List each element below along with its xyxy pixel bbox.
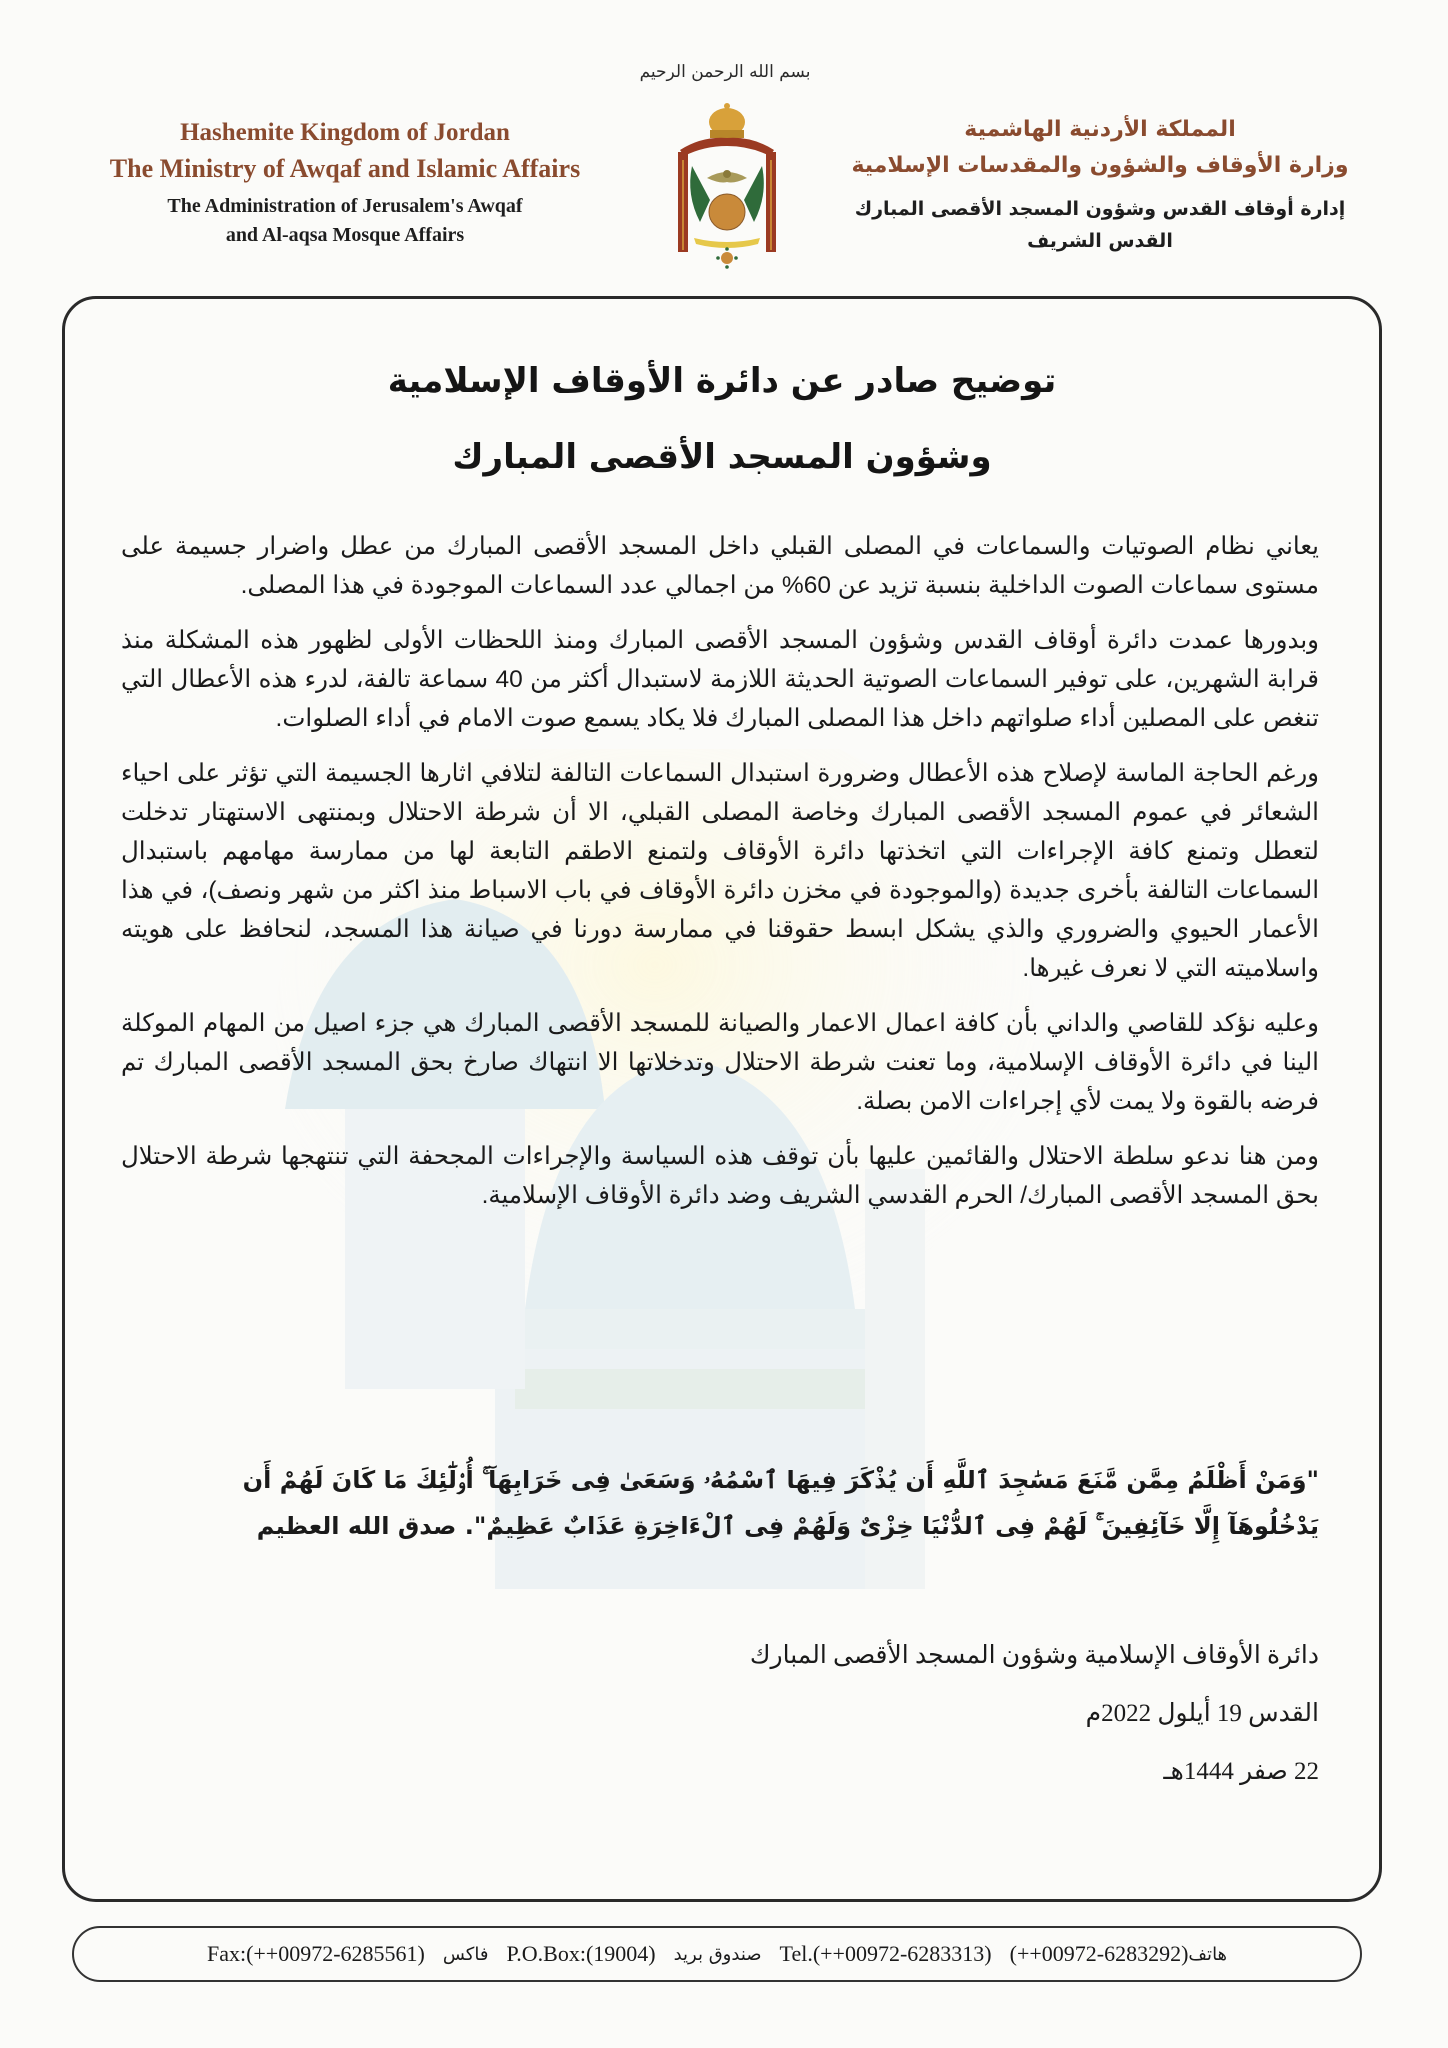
phone-label-ar: هاتف [1188, 1943, 1228, 1965]
ministry-name-en: The Ministry of Awqaf and Islamic Affairs [109, 154, 581, 183]
basmala: بسم الله الرحمن الرحيم [639, 62, 811, 82]
po-box-label-ar: صندوق بريد [673, 1943, 762, 1965]
po-box-en: P.O.Box:(19004) [506, 1941, 656, 1966]
tel-label-en: Tel. [779, 1941, 813, 1966]
statement-frame [62, 296, 1382, 1902]
fax-label-ar: فاكس [442, 1943, 489, 1965]
signature-block [619, 1627, 1319, 1801]
administration-name-ar: إدارة أوقاف القدس وشؤون المسجد الأقصى المبارك [854, 198, 1346, 220]
administration-name-en-1: The Administration of Jerusalem's Awqaf [167, 195, 523, 217]
contact-footer [72, 1926, 1362, 1982]
jordan-coat-of-arms-icon [672, 100, 782, 270]
paragraph: ومن هنا ندعو سلطة الاحتلال والقائمين عليها بأن توقف هذه السياسة والإجراءات المجحفة التي تنتهجها شرطة الاحتلال بحق المسجد الأقصى المبارك/ الحرم القدسي الشريف وضد دائرة الأوقاف الإسلامية. [121, 1143, 1319, 1209]
paragraph: وعليه نؤكد للقاصي والداني بأن كافة اعمال الاعمار والصيانة للمسجد الأقصى المبارك هي جزء اصيل من المهام الموكلة الينا في دائرة الأوقاف الإسلامية، وما تعنت شرطة الاحتلال وتدخلاتها الا انتهاك صارخ بحق المسجد الأقصى المبارك تم فرضه بالقوة ولا يمت لأي إجراءات الامن بصلة. [121, 1010, 1319, 1115]
paragraph: ورغم الحاجة الماسة لإصلاح هذه الأعطال وضرورة استبدال السماعات التالفة لتلافي اثارها الجسيمة التي تؤثر على احياء الشعائر في عموم المسجد الأقصى المبارك وخاصة المصلى القبلي، الا أن شرطة الاحتلال وبمنتهى الاستهتار تدخلت لتعطل وتمنع كافة الإجراءات التي اتخذتها دائرة الأوقاف ولتمنع الاطقم التابعة لها من ممارسة مهامهم باستبدال السماعات التالفة بأخرى جديدة (والموجودة في مخزن دائرة الأوقاف في باب الاسباط منذ اكثر من شهر ونصف)، في هذا الأعمار الحيوي والضروري والذي يشكل ابسط حقوقنا في ممارسة دورنا في صيانة هذا المسجد، لنحافظ على هويته واسلاميته التي لا نعرف غيرها. [121, 760, 1319, 982]
quran-verse: "وَمَنْ أَظْلَمُ مِمَّن مَّنَعَ مَسَٰجِدَ ٱللَّهِ أَن يُذْكَرَ فِيهَا ٱسْمُهُۥ وَسَعَىٰ فِى خَرَابِهَآ ۚ أُو۟لَٰٓئِكَ مَا كَانَ لَهُمْ أَن يَدْخُلُوهَآ إِلَّا خَآئِفِينَ ۚ لَهُمْ فِى ٱلدُّنْيَا خِزْىٌ وَلَهُمْ فِى ٱلْءَاخِرَةِ عَذَابٌ عَظِيمٌ". صدق الله العظيم [242, 1466, 1319, 1540]
hijri-date: 22 صفر 1444هـ [1163, 1758, 1319, 1785]
letterhead-english [95, 115, 595, 249]
phone-number-2: (++00972-6283313) [812, 1941, 992, 1966]
city-name-ar: القدس الشريف [1027, 230, 1173, 252]
statement-title-line-1: توضيح صادر عن دائرة الأوقاف الإسلامية [387, 361, 1057, 401]
administration-name-en-2: and Al-aqsa Mosque Affairs [225, 224, 465, 246]
kingdom-name-ar: المملكة الأردنية الهاشمية [964, 117, 1236, 142]
phone-number-1: (++00972-6283292) [1009, 1941, 1189, 1966]
kingdom-name-en: Hashemite Kingdom of Jordan [180, 119, 510, 146]
statement-body [121, 527, 1319, 1231]
issuer-name: دائرة الأوقاف الإسلامية وشؤون المسجد الأقصى المبارك [749, 1642, 1319, 1669]
paragraph: يعاني نظام الصوتيات والسماعات في المصلى القبلي داخل المسجد الأقصى المبارك من عطل واضرار جسيمة على مستوى سماعات الصوت الداخلية بنسبة تزيد عن 60% من اجمالي عدد السماعات الموجودة في هذا المصلى. [121, 533, 1319, 599]
gregorian-date: القدس 19 أيلول 2022م [1085, 1700, 1319, 1727]
ministry-name-ar: وزارة الأوقاف والشؤون والمقدسات الإسلامية [851, 153, 1349, 178]
paragraph: وبدورها عمدت دائرة أوقاف القدس وشؤون المسجد الأقصى المبارك ومنذ اللحظات الأولى لظهور هذه المشكلة منذ قرابة الشهرين، على توفير السماعات الصوتية الحديثة اللازمة لاستبدال أكثر من 40 سماعة تالفة، لدرء هذه الأعطال التي تنغص على المصلين أداء صلواتهم داخل هذا المصلى المبارك فلا يكاد يسمع صوت الامام في أداء الصلوات. [121, 627, 1319, 732]
fax-number-en: Fax:(++00972-6285561) [206, 1941, 425, 1966]
letterhead-arabic [840, 112, 1360, 256]
statement-title-line-2: وشؤون المسجد الأقصى المبارك [452, 437, 992, 477]
statement-title [65, 343, 1379, 495]
